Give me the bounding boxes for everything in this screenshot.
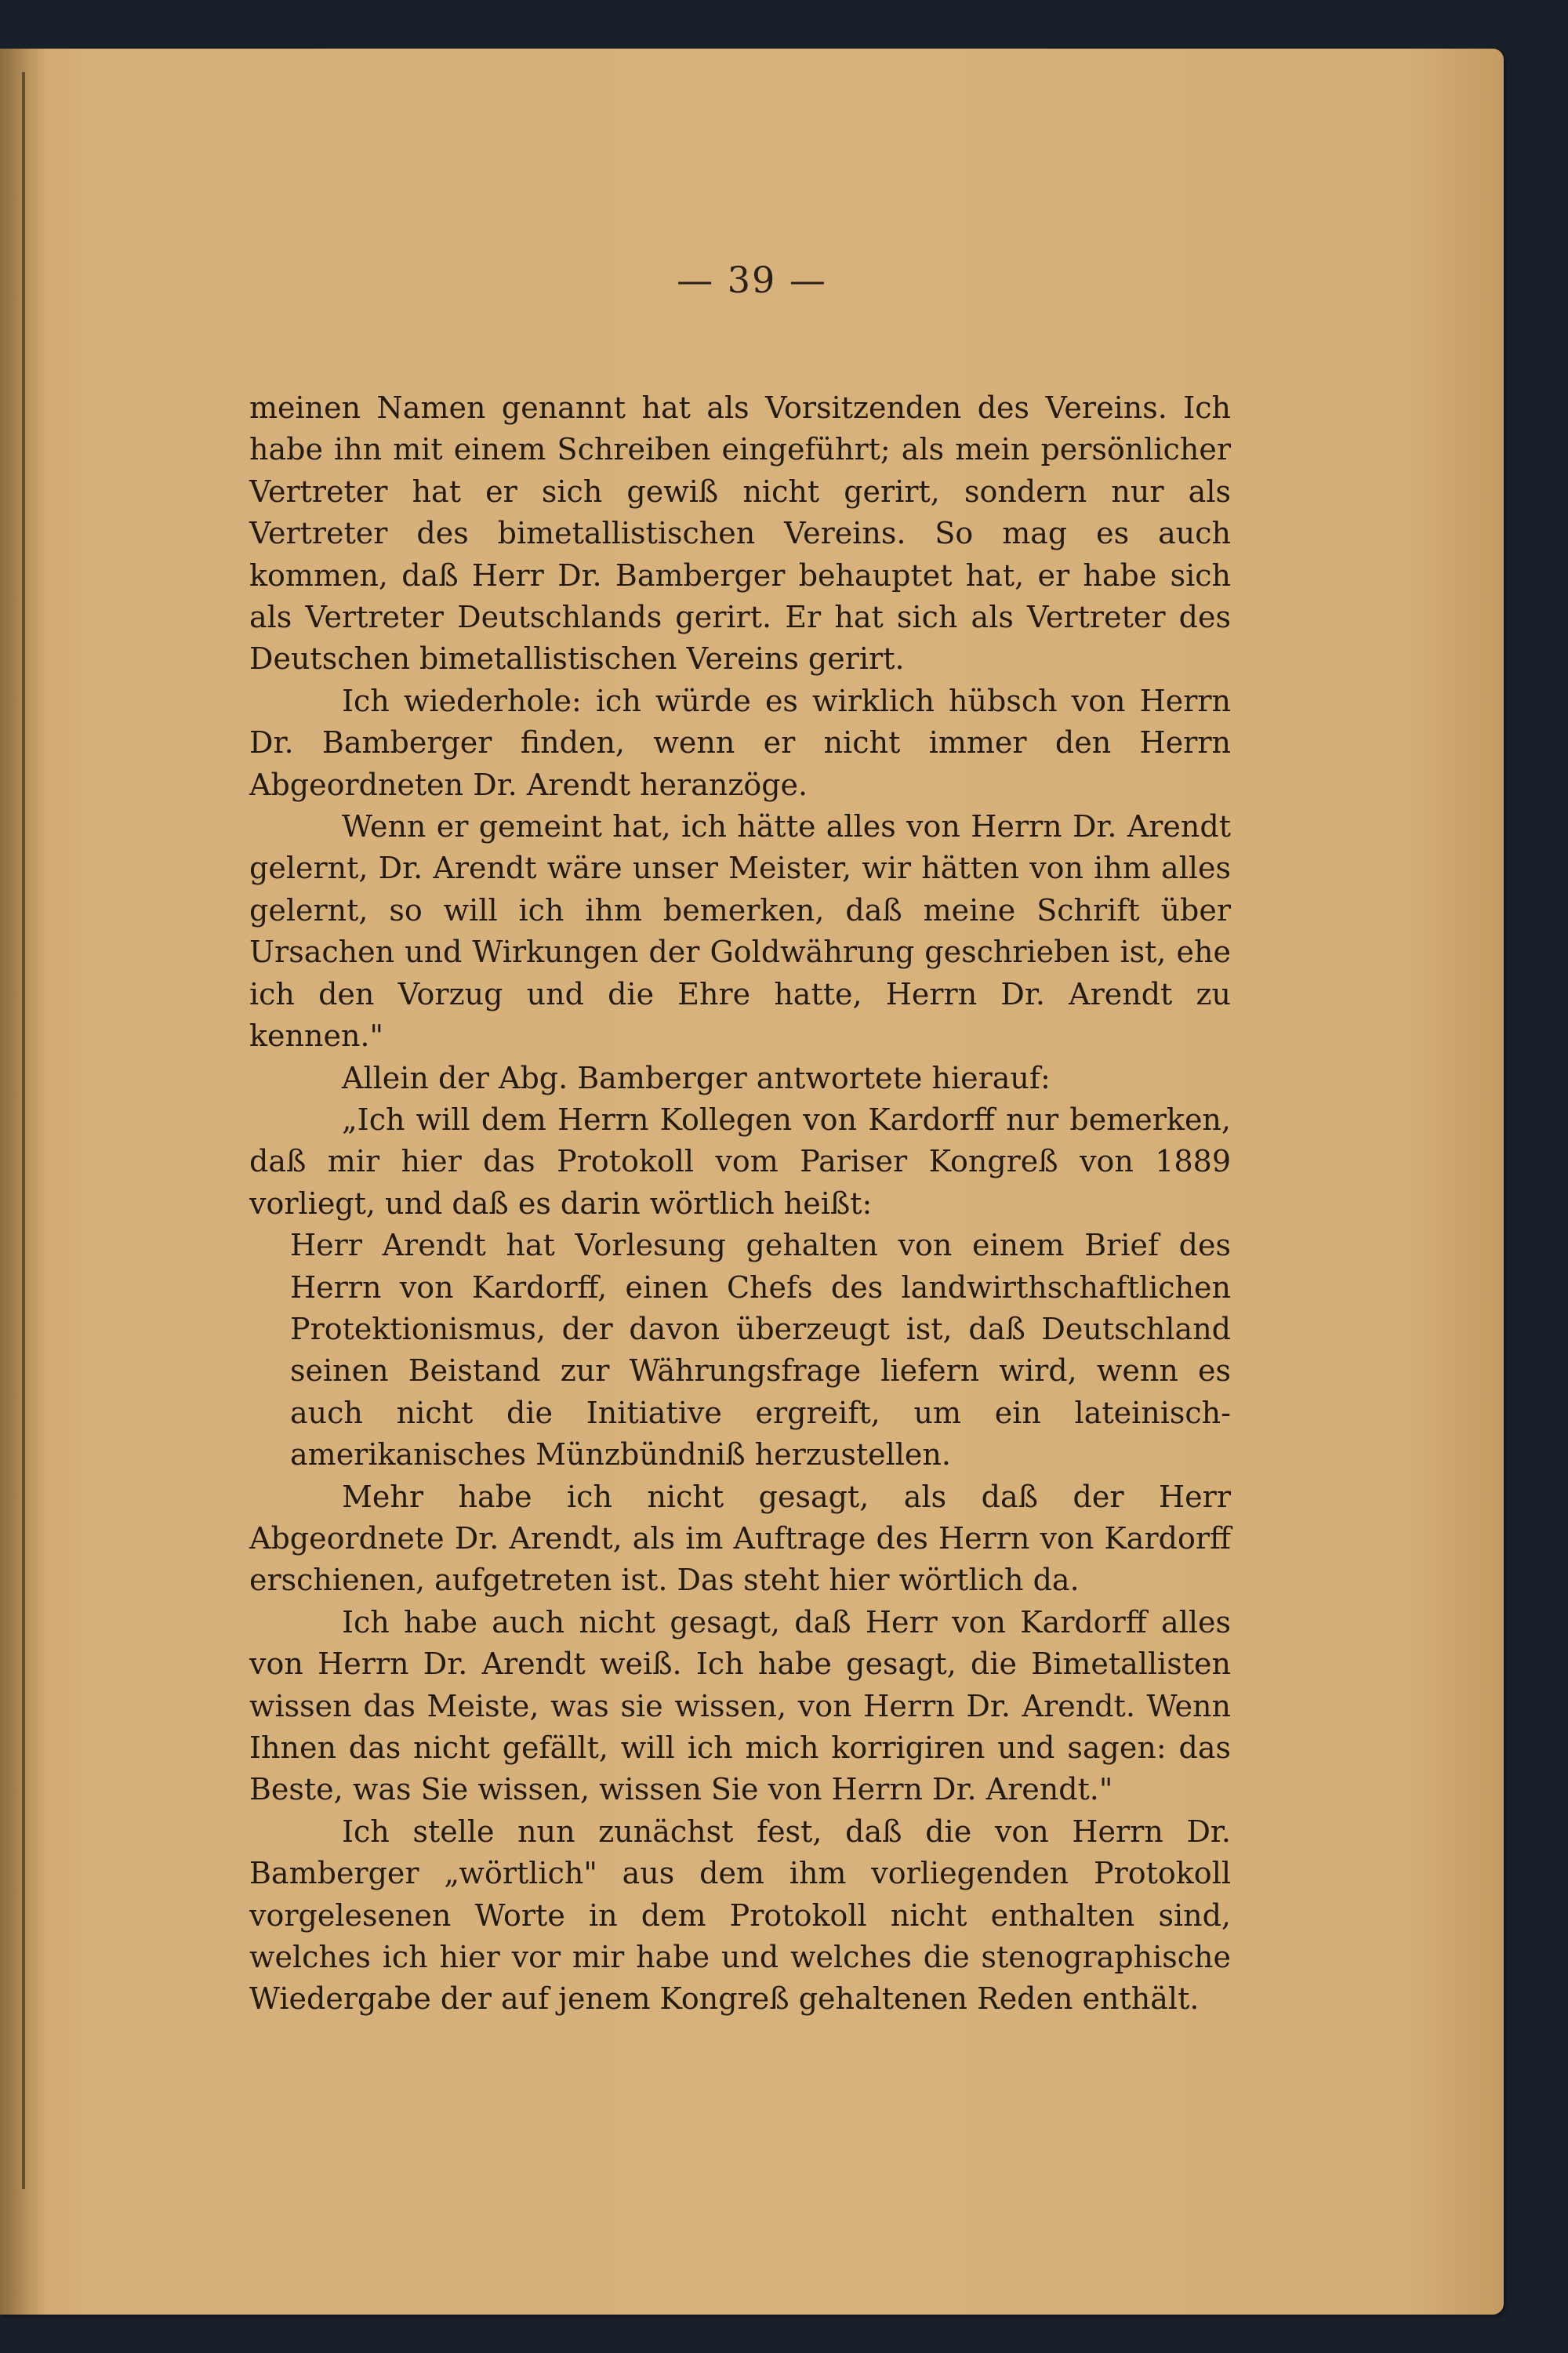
book-page (0, 49, 1504, 2315)
paragraph: Mehr habe ich nicht gesagt, als daß der Herr Abgeordnete Dr. Arendt, als im Auftrage des Herrn von Kardorff erschienen, aufgetreten ist. Das steht hier wörtlich da. (249, 1479, 1231, 1598)
page-number: — 39 — (677, 259, 827, 301)
paragraph: meinen Namen genannt hat als Vorsitzenden des Vereins. Ich habe ihn mit einem Schreiben eingeführt; als mein persönlicher Vertreter hat er sich gewiß nicht gerirt, sondern nur als Vertreter des bimetallistischen Vereins. So mag es auch kommen, daß Herr Dr. Bamberger behauptet hat, er habe sich als Vertreter Deutschlands gerirt. Er hat sich als Vertreter des Deutschen bimetallistischen Vereins gerirt. (249, 390, 1231, 677)
quoted-protocol-paragraph: Herr Arendt hat Vorlesung gehalten von einem Brief des Herrn von Kardorff, einen Chefs des landwirthschaftlichen Protektionismus, der davon überzeugt ist, daß Deutschland seinen Beistand zur Währungsfrage liefern wird, wenn es auch nicht die Initiative ergreift, um ein lateinisch-amerikanisches Münzbündniß herzustellen. (290, 1228, 1231, 1472)
paragraph: Wenn er gemeint hat, ich hätte alles von Herrn Dr. Arendt gelernt, Dr. Arendt wäre unser Meister, wir hätten von ihm alles gelernt, so will ich ihm bemerken, daß meine Schrift über Ursachen und Wirkungen der Goldwährung geschrieben ist, ehe ich den Vorzug und die Ehre hatte, Herrn Dr. Arendt zu kennen." (249, 809, 1231, 1054)
paragraph: „Ich will dem Herrn Kollegen von Kardorff nur bemerken, daß mir hier das Protokoll vom Pariser Kongreß von 1889 vorliegt, und daß es darin wörtlich heißt: (249, 1102, 1231, 1221)
paragraph: Ich habe auch nicht gesagt, daß Herr von Kardorff alles von Herrn Dr. Arendt weiß. Ich habe gesagt, die Bimetallisten wissen das Meiste, was sie wissen, von Herrn Dr. Arendt. Wenn Ihnen das nicht gefällt, will ich mich korrigiren und sagen: das Beste, was Sie wissen, wissen Sie von Herrn Dr. Arendt." (249, 1604, 1231, 1807)
paragraph: Allein der Abg. Bamberger antwortete hierauf: (342, 1060, 1051, 1095)
binding-edge (22, 72, 25, 2189)
paragraph: Ich wiederhole: ich würde es wirklich hübsch von Herrn Dr. Bamberger finden, wenn er nicht immer den Herrn Abgeordneten Dr. Arendt heranzöge. (249, 683, 1231, 802)
paragraph: Ich stelle nun zunächst fest, daß die von Herrn Dr. Bamberger „wörtlich" aus dem ihm vorliegenden Protokoll vorgelesenen Worte in dem Protokoll nicht enthalten sind, welches ich hier vor mir habe und welches die stenographische Wiedergabe der auf jenem Kongreß gehaltenen Reden enthält. (249, 1814, 1231, 2017)
body-text (249, 387, 1231, 2021)
